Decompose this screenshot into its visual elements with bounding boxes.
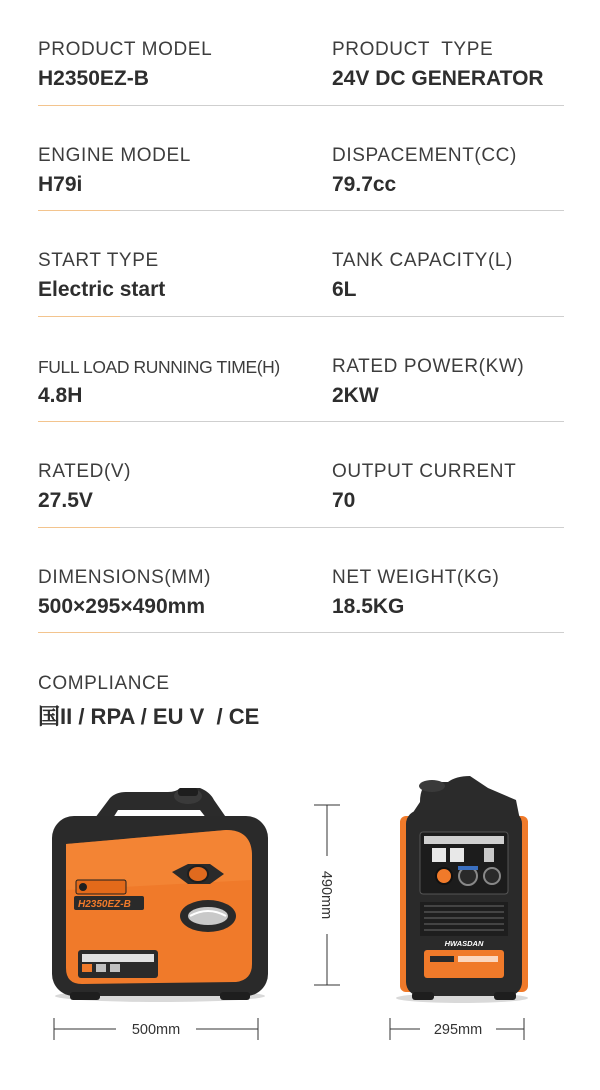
spec-value: 500×295×490mm <box>38 594 205 618</box>
spec-cell-dimensions <box>38 566 328 620</box>
spec-value: H79i <box>38 172 83 196</box>
compliance-value: 国II / RPA / EU V / CE <box>38 704 260 729</box>
spec-row-5 <box>38 422 564 528</box>
brand-label-text: HWASDAN <box>444 939 484 948</box>
spec-cell-engine-model <box>38 144 328 198</box>
spec-table <box>38 0 564 633</box>
spec-cell-output-current <box>332 460 572 514</box>
spec-label: PRODUCT TYPE <box>332 39 494 60</box>
spec-label: START TYPE <box>38 250 159 271</box>
height-dimension-marker <box>314 805 340 985</box>
spec-row-1 <box>38 0 564 106</box>
spec-label: RATED POWER(KW) <box>332 355 525 377</box>
spec-value: H2350EZ-B <box>38 67 149 90</box>
row-divider <box>38 632 564 633</box>
spec-label: RATED(V) <box>38 461 132 482</box>
spec-value: 27.5V <box>38 489 93 512</box>
width-dimension-label: 500mm <box>131 1022 181 1038</box>
compliance-block <box>38 672 259 730</box>
spec-value: 4.8H <box>38 383 83 407</box>
spec-row-4 <box>38 317 564 423</box>
generator-side-view <box>396 776 528 1003</box>
generator-front-view <box>52 788 268 1002</box>
spec-label: FULL LOAD RUNNING TIME(H) <box>38 356 280 377</box>
compliance-label: COMPLIANCE <box>38 673 170 694</box>
spec-cell-tank-capacity <box>332 249 572 303</box>
spec-cell-running-time <box>38 355 328 409</box>
spec-label: DISPACEMENT(CC) <box>332 144 517 166</box>
vent-grille <box>420 902 508 936</box>
spec-label: TANK CAPACITY(L) <box>332 250 513 271</box>
spec-cell-start-type <box>38 249 328 303</box>
spec-value: 24V DC GENERATOR <box>332 67 544 90</box>
spec-row-6 <box>38 528 564 634</box>
spec-label: NET WEIGHT(KG) <box>332 566 500 588</box>
depth-dimension-label: 295mm <box>433 1022 483 1038</box>
spec-value: Electric start <box>38 278 166 301</box>
spec-value: 2KW <box>332 383 379 407</box>
spec-cell-rated-voltage <box>38 460 328 514</box>
spec-value: 79.7cc <box>332 172 397 196</box>
spec-value: 18.5KG <box>332 594 405 618</box>
generator-product-figure <box>0 770 600 1090</box>
spec-cell-product-model <box>38 38 328 92</box>
spec-label: ENGINE MODEL <box>38 144 191 166</box>
spec-cell-rated-power <box>332 355 572 409</box>
width-dimension-marker <box>54 1018 258 1040</box>
spec-label: OUTPUT CURRENT <box>332 461 517 482</box>
spec-cell-product-type <box>332 38 572 92</box>
spec-cell-displacement <box>332 144 572 198</box>
spec-label: DIMENSIONS(MM) <box>38 566 212 588</box>
spec-value: 6L <box>332 278 357 301</box>
spec-value: 70 <box>332 489 356 512</box>
spec-cell-net-weight <box>332 566 572 620</box>
spec-label: PRODUCT MODEL <box>38 39 213 60</box>
spec-row-2 <box>38 106 564 212</box>
model-badge-text: H2350EZ-B <box>78 899 131 910</box>
spec-row-3 <box>38 211 564 317</box>
height-dimension-label: 490mm <box>318 870 334 920</box>
depth-dimension-marker <box>390 1018 524 1040</box>
